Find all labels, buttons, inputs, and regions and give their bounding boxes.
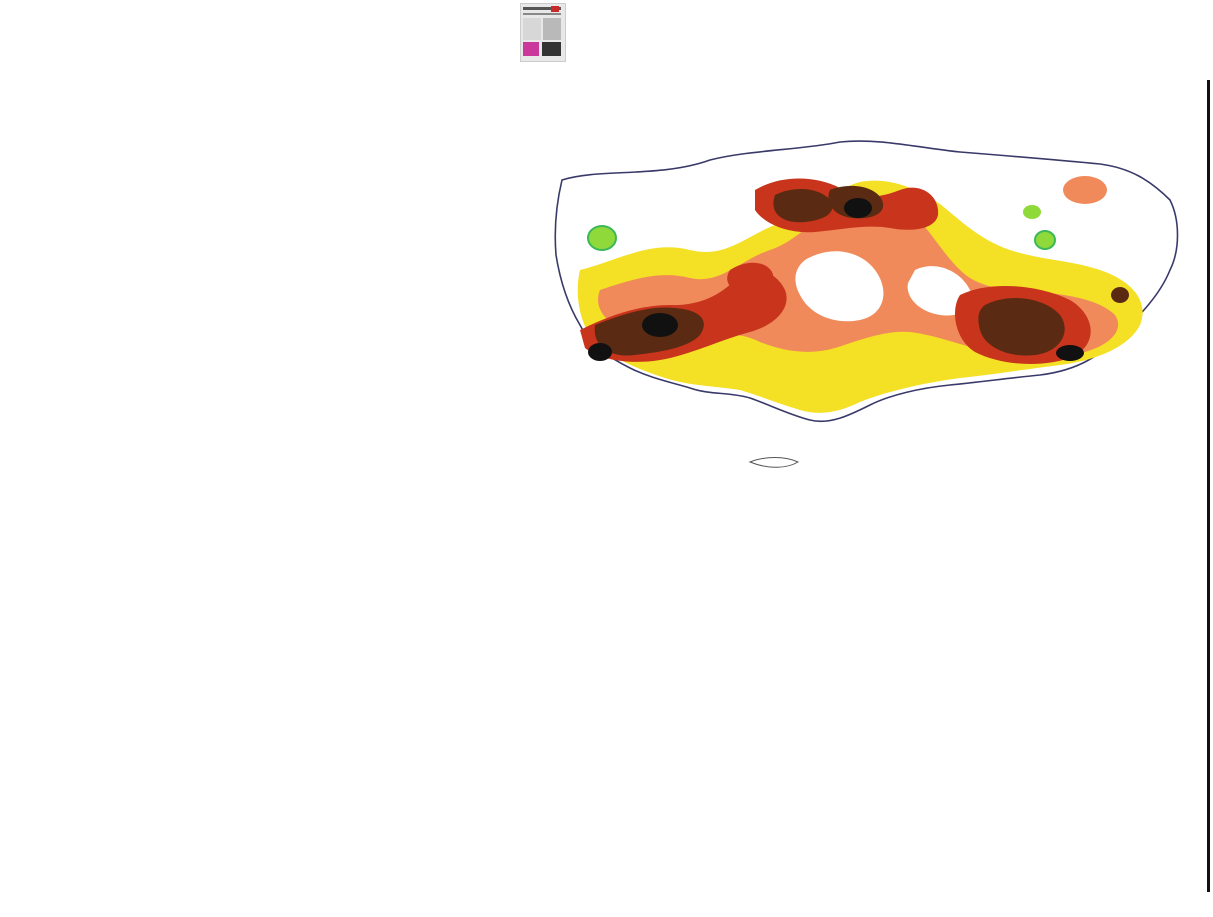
page-thumbnail — [520, 3, 566, 62]
drought-map — [540, 120, 1190, 565]
column-rule — [1207, 80, 1210, 892]
